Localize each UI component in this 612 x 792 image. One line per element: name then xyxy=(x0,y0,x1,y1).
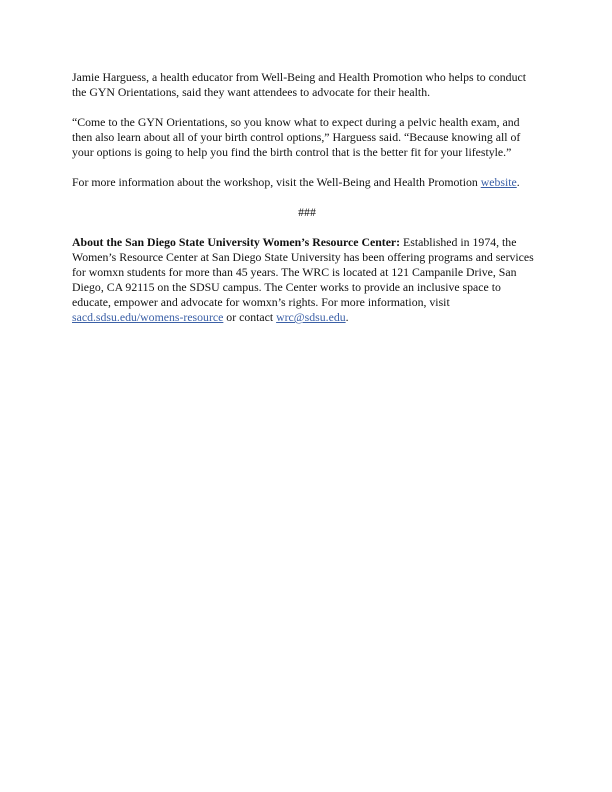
paragraph-more-info xyxy=(72,175,542,190)
document-page xyxy=(72,70,542,340)
about-middle-text: or contact xyxy=(223,310,277,324)
more-info-period: . xyxy=(516,175,520,189)
website-link[interactable]: website xyxy=(480,175,517,189)
paragraph-harguess-intro: Jamie Harguess, a health educator from Well-Being and Health Promotion who helps to conduct the GYN Orientations, said they want attendees to advocate for their health. xyxy=(72,70,526,99)
wrc-email-link[interactable]: wrc@sdsu.edu xyxy=(276,310,346,324)
more-info-text: For more information about the workshop, visit the Well-Being and Health Promotion xyxy=(72,175,481,189)
womens-resource-link[interactable]: sacd.sdsu.edu/womens-resource xyxy=(72,310,224,324)
about-text: Established in 1974, the Women’s Resource Center at San Diego State University has been offering programs and services for womxn students for more than 45 years. The WRC is located at 121 Campanile Drive, San Diego, CA 92115 on the SDSU campus. The Center works to provide an inclusive space to educate, empower and advocate for womxn’s rights. For more information, visit xyxy=(72,235,534,309)
about-end-period: . xyxy=(345,310,349,324)
paragraph-harguess-quote: “Come to the GYN Orientations, so you know what to expect during a pelvic health exam, and then also learn about all of your birth control options,” Harguess said. “Because knowing all of your options is going to help you find the birth control that is the better fit for your lifestyle.” xyxy=(72,115,521,159)
section-separator: ### xyxy=(298,205,316,219)
paragraph-about-wrc xyxy=(72,235,542,325)
about-heading: About the San Diego State University Women’s Resource Center: xyxy=(72,235,401,249)
